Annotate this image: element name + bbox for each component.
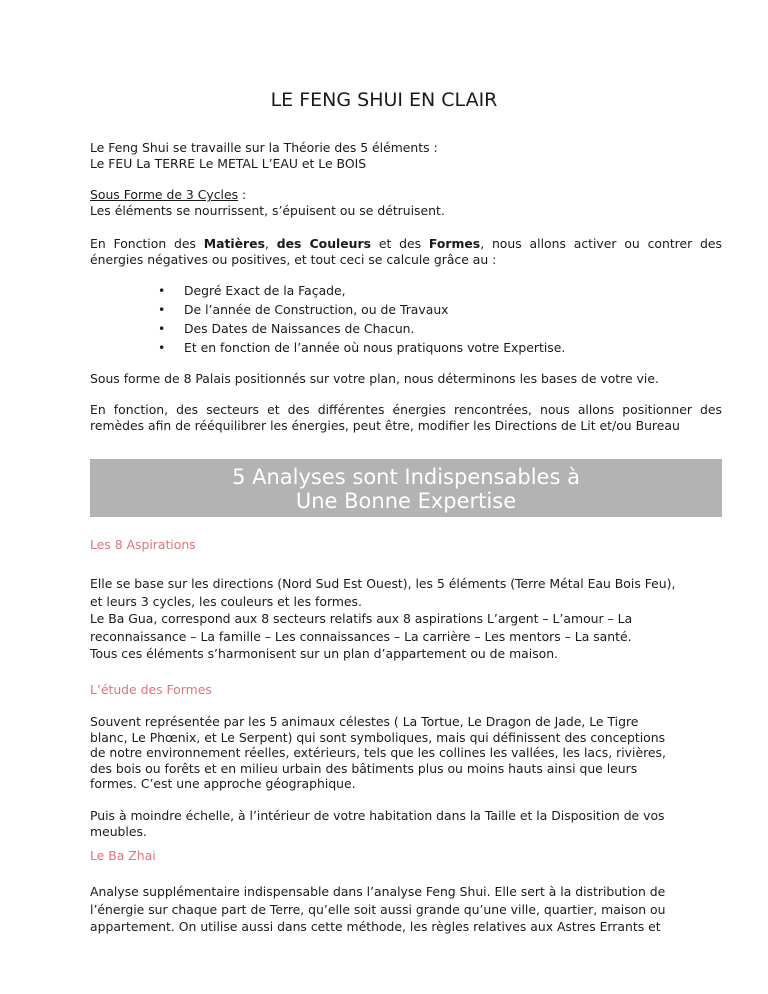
text-line: de notre environnement réelles, extérieurs, tels que les collines les vallées, les lacs, rivières, — [90, 745, 666, 761]
intro-line-2: Le FEU La TERRE Le METAL L’EAU et Le BOIS — [90, 155, 367, 171]
text-line: et leurs 3 cycles, les couleurs et les formes. — [90, 593, 362, 609]
formes-paragraph — [90, 714, 730, 792]
list-item-text: Degré Exact de la Façade, — [184, 283, 346, 298]
cycles-heading-line — [90, 187, 722, 203]
fonction-sep: , — [264, 236, 277, 251]
fonction-bold-matieres: Matières — [203, 236, 265, 251]
cycles-heading: Sous Forme de 3 Cycles — [90, 187, 239, 202]
bullet-icon: • — [158, 340, 166, 355]
list-item — [158, 319, 718, 338]
text-line: des bois ou forêts et en milieu urbain des bâtiments plus ou moins hauts ainsi que leurs — [90, 760, 638, 776]
bazhai-heading-block — [90, 848, 722, 864]
fonction-bold-formes: Formes — [428, 236, 481, 251]
text-line: reconnaissance – La famille – Les connaissances – La carrière – Les mentors – La santé. — [90, 628, 632, 644]
text-line: l’énergie sur chaque part de Terre, qu’elle soit aussi grande qu’une ville, quartier, maison ou — [90, 901, 666, 917]
text-line: appartement. On utilise aussi dans cette méthode, les règles relatives aux Astres Errants et — [90, 919, 661, 934]
section-banner — [90, 459, 722, 517]
aspirations-paragraph — [90, 575, 730, 663]
intro-line-1: Le Feng Shui se travaille sur la Théorie des 5 éléments : — [90, 140, 438, 155]
bullet-icon: • — [158, 283, 166, 298]
text-line: Analyse supplémentaire indispensable dans l’analyse Feng Shui. Elle sert à la distribution de — [90, 884, 666, 899]
palais-text: Sous forme de 8 Palais positionnés sur votre plan, nous déterminons les bases de votre vie. — [90, 371, 659, 386]
text-line: formes. C’est une approche géographique. — [90, 776, 356, 792]
text-line: Puis à moindre échelle, à l’intérieur de votre habitation dans la Taille et la Disposition de vos — [90, 808, 665, 823]
echelle-paragraph — [90, 808, 730, 839]
aspirations-heading: Les 8 Aspirations — [90, 537, 196, 552]
cycles-colon: : — [238, 187, 247, 202]
list-item — [158, 338, 718, 357]
bullet-icon: • — [158, 321, 166, 336]
list-item-text: De l’année de Construction, ou de Travaux — [184, 302, 449, 317]
text-line: blanc, Le Phœnix, et Le Serpent) qui sont symboliques, mais qui définissent des conceptions — [90, 729, 666, 745]
formes-heading: L’étude des Formes — [90, 682, 212, 697]
criteria-list — [158, 281, 718, 357]
text-line: Tous ces éléments s’harmonisent sur un plan d’appartement ou de maison. — [90, 646, 559, 661]
list-item-text: Et en fonction de l’année où nous pratiquons votre Expertise. — [184, 340, 566, 355]
list-item — [158, 281, 718, 300]
text-line: meubles. — [90, 823, 147, 839]
palais-paragraph — [90, 371, 722, 387]
text-line: Le Ba Gua, correspond aux 8 secteurs relatifs aux 8 aspirations L’argent – L’amour – La — [90, 611, 633, 626]
bazhai-paragraph — [90, 883, 730, 936]
fonction-text — [90, 236, 722, 267]
fonction-bold-couleurs: des Couleurs — [276, 236, 371, 251]
secteurs-text: En fonction, des secteurs et des différentes énergies rencontrées, nous allons positionner des remèdes afin de rééquilibrer les énergies, peut être, modifier les Directions de Lit et/ou Bureau — [90, 402, 722, 433]
fonction-part-2: et des — [370, 236, 429, 251]
cycles-text: Les éléments se nourrissent, s’épuisent ou se détruisent. — [90, 202, 445, 218]
formes-heading-block — [90, 682, 722, 698]
banner-line-1: 5 Analyses sont Indispensables à — [232, 465, 580, 489]
bullet-icon: • — [158, 302, 166, 317]
fonction-part-3: , nous allons activer ou contrer des énergies négatives ou positives, et tout ceci se calcule grâce au : — [90, 236, 722, 267]
bazhai-heading: Le Ba Zhai — [90, 848, 156, 863]
aspirations-heading-block — [90, 537, 722, 553]
banner-line-2: Une Bonne Expertise — [295, 489, 517, 513]
text-line: Souvent représentée par les 5 animaux célestes ( La Tortue, Le Dragon de Jade, Le Tigre — [90, 714, 639, 729]
page-title: LE FENG SHUI EN CLAIR — [270, 89, 498, 111]
secteurs-paragraph — [90, 402, 722, 433]
list-item-text: Des Dates de Naissances de Chacun. — [184, 321, 415, 336]
fonction-paragraph — [90, 236, 722, 267]
text-line: Elle se base sur les directions (Nord Sud Est Ouest), les 5 éléments (Terre Métal Eau Bois Feu), — [90, 576, 676, 591]
list-item — [158, 300, 718, 319]
fonction-part-1: En Fonction des — [90, 236, 204, 251]
intro-paragraph — [90, 140, 722, 171]
cycles-paragraph — [90, 187, 722, 218]
